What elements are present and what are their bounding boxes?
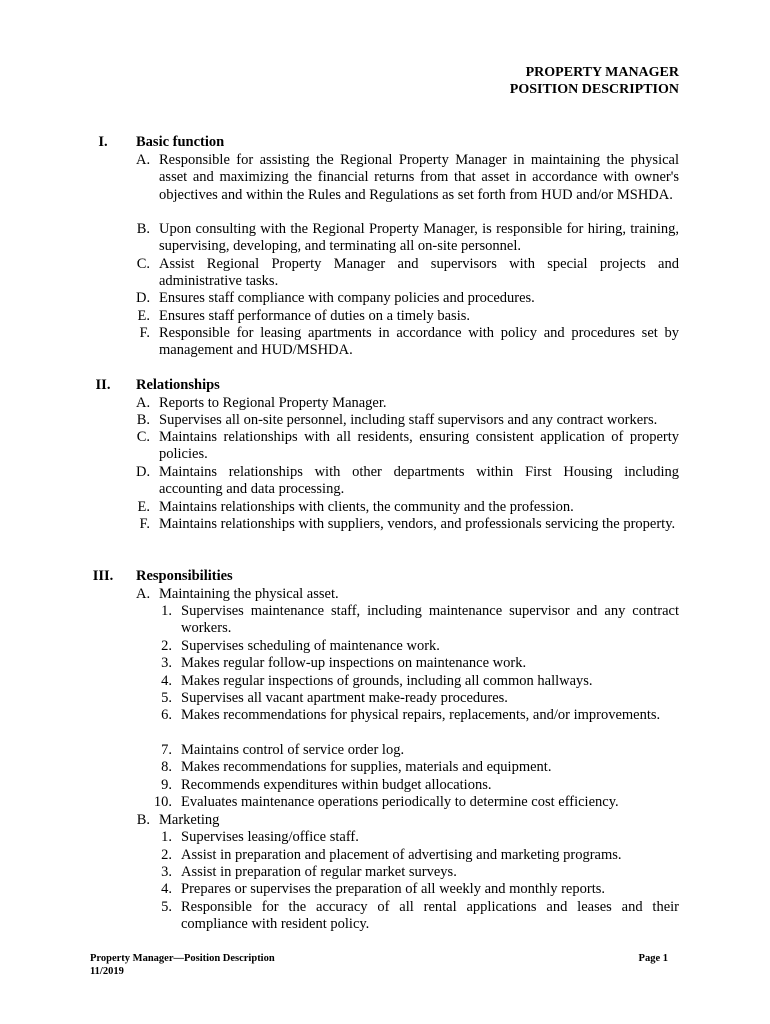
list-marker: A.: [136, 152, 151, 168]
list-marker: B.: [136, 221, 150, 237]
list-text: Makes regular follow-up inspections on maintenance work.: [181, 655, 527, 671]
list-marker: D.: [136, 290, 151, 306]
list-text: Marketing: [159, 812, 220, 828]
list-text: Maintains relationships with all residents, ensuring consistent application of property policies.: [159, 429, 679, 463]
section-heading: Basic function: [136, 134, 225, 150]
list-text: Supervises scheduling of maintenance work.: [181, 638, 440, 654]
list-text: Maintains relationships with other departments within First Housing including accounting and data processing.: [159, 464, 679, 498]
list-text: Responsible for leasing apartments in accordance with policy and procedures set by management and HUD/MSHDA.: [159, 325, 679, 359]
list-text: Maintaining the physical asset.: [159, 586, 339, 602]
list-text: Supervises leasing/office staff.: [181, 829, 359, 845]
section-heading: Relationships: [136, 377, 220, 393]
list-text: Assist Regional Property Manager and supervisors with special projects and administrative tasks.: [159, 256, 679, 290]
list-text: Makes recommendations for supplies, materials and equipment.: [181, 759, 552, 775]
section-number: III.: [92, 568, 114, 584]
section-heading: Responsibilities: [136, 568, 233, 584]
list-item: [136, 221, 679, 256]
list-item: [136, 707, 679, 724]
list-marker: 5.: [161, 690, 172, 706]
list-item: [136, 603, 679, 638]
list-item: [136, 690, 679, 707]
list-item: [136, 847, 679, 864]
list-item: [136, 655, 679, 672]
list-text: Evaluates maintenance operations periodically to determine cost efficiency.: [181, 794, 619, 810]
list-item: [136, 899, 679, 934]
list-marker: 1.: [161, 603, 172, 619]
list-marker: A.: [136, 586, 151, 602]
list-text: Makes recommendations for physical repairs, replacements, and/or improvements.: [181, 707, 661, 723]
list-item: [136, 290, 679, 307]
list-marker: B.: [136, 412, 150, 428]
list-text: Makes regular inspections of grounds, including all common hallways.: [181, 673, 593, 689]
list-item: [136, 308, 679, 325]
footer-doc-title: Property Manager—Position Description: [90, 953, 275, 964]
list-marker: 5.: [161, 899, 172, 915]
footer-page-number: Page 1: [638, 953, 668, 964]
list-text: Upon consulting with the Regional Property Manager, is responsible for hiring, training, supervising, developing, and terminating all on-site personnel.: [159, 221, 679, 255]
list-text: Ensures staff performance of duties on a timely basis.: [159, 308, 470, 324]
list-marker: 6.: [161, 707, 172, 723]
list-marker: 9.: [161, 777, 172, 793]
list-marker: 2.: [161, 847, 172, 863]
list-item: [136, 673, 679, 690]
section-number: I.: [98, 134, 108, 150]
list-marker: F.: [139, 325, 150, 341]
footer-date: 11/2019: [90, 966, 124, 977]
list-marker: 1.: [161, 829, 172, 845]
list-text: Recommends expenditures within budget allocations.: [181, 777, 492, 793]
list-text: Responsible for assisting the Regional Property Manager in maintaining the physical asset and maximizing the financial returns from that asset in accordance with owner's objectives and within the Rules and Regulations as set forth from HUD and/or MSHDA.: [159, 152, 679, 203]
list-item: [136, 864, 679, 881]
list-item: [136, 516, 679, 533]
list-text: Maintains control of service order log.: [181, 742, 405, 758]
list-marker: 2.: [161, 638, 172, 654]
list-item: [136, 152, 679, 204]
list-item: [136, 499, 679, 516]
list-marker: F.: [139, 516, 150, 532]
list-item: [136, 829, 679, 846]
list-marker: E.: [137, 499, 150, 515]
list-text: Supervises all on-site personnel, including staff supervisors and any contract workers.: [159, 412, 658, 428]
list-text: Maintains relationships with clients, the community and the profession.: [159, 499, 574, 515]
list-item: [136, 742, 679, 759]
list-marker: 3.: [161, 655, 172, 671]
list-item: [136, 464, 679, 499]
list-text: Prepares or supervises the preparation of all weekly and monthly reports.: [181, 881, 605, 897]
list-marker: 4.: [161, 881, 172, 897]
list-marker: D.: [136, 464, 151, 480]
section-number: II.: [95, 377, 111, 393]
list-item: [136, 325, 679, 360]
list-item: [136, 881, 679, 898]
list-item: [136, 256, 679, 291]
list-marker: C.: [136, 256, 150, 272]
list-item: [136, 794, 679, 811]
document-subtitle: POSITION DESCRIPTION: [509, 82, 679, 97]
list-text: Assist in preparation and placement of advertising and marketing programs.: [181, 847, 622, 863]
list-item: [136, 812, 679, 829]
list-text: Responsible for the accuracy of all rental applications and leases and their compliance with resident policy.: [181, 899, 679, 933]
list-marker: 3.: [161, 864, 172, 880]
list-marker: 4.: [161, 673, 172, 689]
list-text: Supervises maintenance staff, including maintenance supervisor and any contract workers.: [181, 603, 679, 637]
list-marker: E.: [137, 308, 150, 324]
list-item: [136, 759, 679, 776]
list-marker: C.: [136, 429, 150, 445]
list-item: [136, 586, 679, 603]
list-text: Reports to Regional Property Manager.: [159, 395, 387, 411]
list-item: [136, 429, 679, 464]
list-text: Supervises all vacant apartment make-ready procedures.: [181, 690, 508, 706]
list-item: [136, 412, 679, 429]
document-title: PROPERTY MANAGER: [525, 65, 679, 80]
list-text: Maintains relationships with suppliers, vendors, and professionals servicing the property.: [159, 516, 676, 532]
list-marker: 7.: [161, 742, 172, 758]
list-item: [136, 395, 679, 412]
list-marker: 8.: [161, 759, 172, 775]
list-text: Ensures staff compliance with company policies and procedures.: [159, 290, 535, 306]
list-marker: A.: [136, 395, 151, 411]
list-item: [136, 777, 679, 794]
list-marker: B.: [136, 812, 150, 828]
list-item: [136, 638, 679, 655]
list-text: Assist in preparation of regular market surveys.: [181, 864, 457, 880]
list-marker: 10.: [153, 794, 172, 810]
